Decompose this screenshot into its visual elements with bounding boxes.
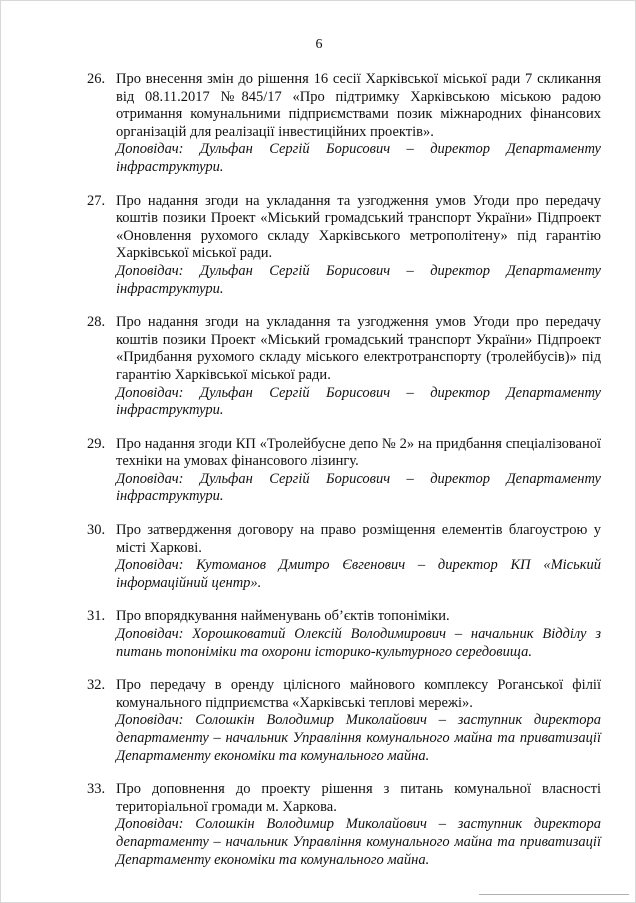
item-title: Про внесення змін до рішення 16 сесії Харківської міської ради 7 скликання від 08.11.2017 №845/17 «Про підтримку Харківською міською радою отримання комунальними підприємствами позик міжнародних фінансових організацій для реалізації інвестиційних проектів». [116,71,601,140]
item-number: 31. [87,608,106,625]
item-number: 33. [87,781,106,798]
item-number: 30. [87,522,106,539]
item-number: 27. [87,192,106,209]
agenda-item-28 [87,314,601,420]
item-speaker: Доповідач: Хорошковатий Олексій Володимирович – начальник Відділу з питань топоніміки та охорони історико-культурного середовища. [116,626,601,660]
item-title: Про надання згоди на укладання та узгодження умов Угоди про передачу коштів позики Проект «Міський громадський транспорт України» Підпроект «Придбання рухомого складу міського електротранспорту (тролейбусів)» під гарантію Харківської міської ради. [116,314,601,383]
item-title: Про затвердження договору на право розміщення елементів благоустрою у місті Харкові. [116,522,601,556]
item-title: Про впорядкування найменувань об’єктів топоніміки. [116,608,450,625]
agenda-list [87,71,601,885]
item-speaker: Доповідач: Дульфан Сергій Борисович – директор Департаменту інфраструктури. [116,384,601,419]
item-speaker: Доповідач: Дульфан Сергій Борисович – директор Департаменту інфраструктури. [116,262,601,297]
agenda-item-26 [87,71,601,177]
item-speaker: Доповідач: Дульфан Сергій Борисович – директор Департаменту інфраструктури. [116,470,601,505]
item-number: 32. [87,677,106,694]
agenda-item-27 [87,193,601,299]
item-speaker: Доповідач: Кутоманов Дмитро Євгенович – директор КП «Міський інформаційний центр». [116,557,601,591]
item-number: 28. [87,314,106,331]
page-number: 6 [315,37,323,52]
scan-edge-line [479,894,629,897]
agenda-item-32 [87,677,601,765]
agenda-item-30 [87,522,601,592]
item-speaker: Доповідач: Солошкін Володимир Миколайович – заступник директора департаменту – начальник Управління комунального майна та приватизації Департаменту економіки та комунального майна. [116,816,601,868]
agenda-item-29 [87,436,601,506]
agenda-item-33 [87,781,601,869]
item-number: 29. [87,435,106,452]
item-speaker: Доповідач: Солошкін Володимир Миколайович – заступник директора департаменту – начальник Управління комунального майна та приватизації Департаменту економіки та комунального майна. [116,712,601,764]
item-title: Про надання згоди КП «Тролейбусне депо № 2» на придбання спеціалізованої техніки на умовах фінансового лізингу. [116,435,601,470]
item-title: Про передачу в оренду цілісного майнового комплексу Роганської філії комунального підприємства «Харківські теплові мережі». [116,677,601,711]
item-speaker: Доповідач: Дульфан Сергій Борисович – директор Департаменту інфраструктури. [116,141,601,175]
item-number: 26. [87,71,106,87]
item-title: Про надання згоди на укладання та узгодження умов Угоди про передачу коштів позики Проект «Міський громадський транспорт України» Підпроект «Оновлення рухомого складу Харківського метрополітену» під гарантію Харківської міської ради. [116,192,601,262]
item-title: Про доповнення до проекту рішення з питань комунальної власності територіальної громади м. Харкова. [116,781,601,815]
agenda-item-31 [87,608,601,661]
